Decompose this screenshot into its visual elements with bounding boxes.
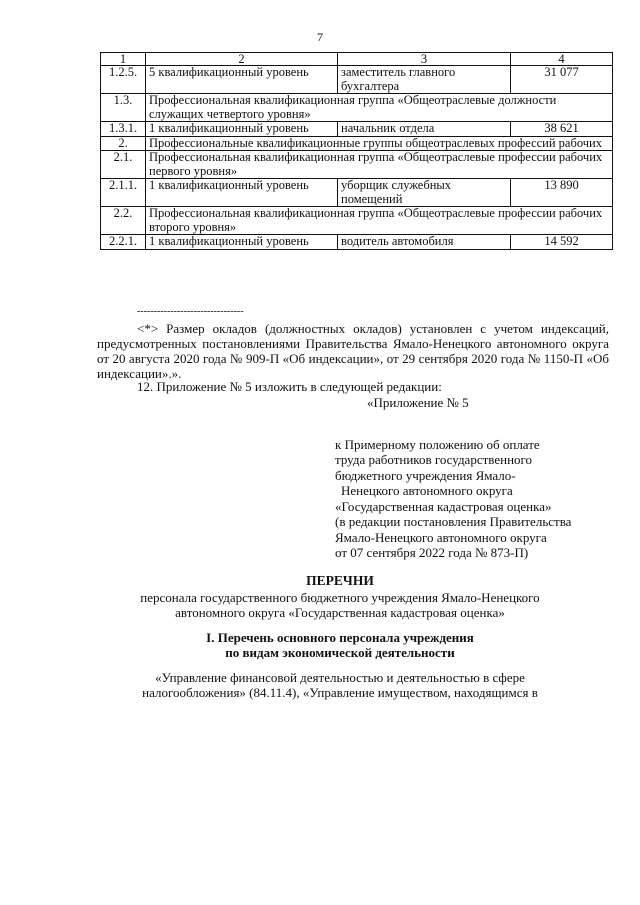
group-title: Профессиональная квалификационная группа «Общеотраслевые должности служащих четвертого уровня» xyxy=(146,94,613,122)
row-code: 2.1.1. xyxy=(101,179,146,207)
table-header-cell: 4 xyxy=(511,53,613,66)
row-level: 1 квалификационный уровень xyxy=(146,179,338,207)
footnote-separator xyxy=(137,307,287,317)
list-subtitle-line-2: автономного округа «Государственная кадастровая оценка» xyxy=(175,605,505,620)
row-level: 1 квалификационный уровень xyxy=(146,235,338,250)
group-title: Профессиональная квалификационная группа «Общеотраслевые профессии рабочих второго уровня» xyxy=(146,207,613,235)
row-code: 2.2. xyxy=(101,207,146,235)
row-position: водитель автомобиля xyxy=(338,235,511,250)
row-salary: 31 077 xyxy=(511,66,613,94)
table-group-row xyxy=(101,207,613,235)
table-group-row xyxy=(101,151,613,179)
row-code: 2.1. xyxy=(101,151,146,179)
body-line-2: налогообложения» (84.11.4), «Управление имуществом, находящимся в xyxy=(142,685,538,700)
row-salary: 13 890 xyxy=(511,179,613,207)
table-row xyxy=(101,235,613,250)
row-position: заместитель главного бухгалтера xyxy=(338,66,511,94)
group-title: Профессиональная квалификационная группа «Общеотраслевые профессии рабочих первого уровня» xyxy=(146,151,613,179)
table-group-row xyxy=(101,136,613,151)
salary-table xyxy=(100,52,613,250)
appendix-line: бюджетного учреждения Ямало- xyxy=(335,467,516,483)
group-title: Профессиональные квалификационные группы общеотраслевых профессий рабочих xyxy=(146,136,613,151)
row-position: начальник отдела xyxy=(338,122,511,137)
appendix-line: (в редакции постановления Правительства xyxy=(335,514,572,529)
table-row xyxy=(101,66,613,94)
table-row xyxy=(101,122,613,137)
footnote-separator-text: -------------------------------- xyxy=(137,307,244,317)
row-code: 1.3. xyxy=(101,94,146,122)
appendix-line: Ямало-Ненецкого автономного округа xyxy=(335,529,547,545)
table-header-cell: 1 xyxy=(101,53,146,66)
appendix-line: к Примерному положению об оплате xyxy=(335,436,540,452)
list-title: ПЕРЕЧНИ xyxy=(306,573,374,588)
appendix-line: от 07 сентября 2022 года № 873-П) xyxy=(335,545,529,560)
appendix-title: «Приложение № 5 xyxy=(367,395,469,410)
body-line-1: «Управление финансовой деятельностью и деятельностью в сфере xyxy=(155,670,525,685)
appendix-header xyxy=(335,395,625,561)
appendix-line: «Государственная кадастровая оценка» xyxy=(335,498,552,514)
row-position: уборщик служебных помещений xyxy=(338,179,511,207)
section-title-line-1: I. Перечень основного персонала учреждения xyxy=(206,630,474,645)
page-number: 7 xyxy=(317,30,323,44)
row-salary: 14 592 xyxy=(511,235,613,250)
appendix-line: Ненецкого автономного округа xyxy=(341,483,513,498)
row-code: 1.2.5. xyxy=(101,66,146,94)
row-code: 1.3.1. xyxy=(101,122,146,137)
list-subtitle-line-1: персонала государственного бюджетного учреждения Ямало-Ненецкого xyxy=(140,590,540,605)
table-header-row xyxy=(101,53,613,66)
footnote-text: <*> Размер окладов (должностных окладов) установлен с учетом индексаций, предусмотренных постановлениями Правительства Ямало-Ненецкого автономного округа от 20 августа 2020 года № 909-П «Об индексации», от 29 сентября 2020 года № 1150-П «Об индексации».». xyxy=(97,321,609,381)
appendix-line: труда работников государственного xyxy=(335,452,533,467)
row-level: 5 квалификационный уровень xyxy=(146,66,338,94)
row-salary: 38 621 xyxy=(511,122,613,137)
row-code: 2.2.1. xyxy=(101,235,146,250)
amendment-item-12: 12. Приложение № 5 изложить в следующей редакции: xyxy=(137,379,442,394)
table-row xyxy=(101,179,613,207)
table-header-cell: 3 xyxy=(338,53,511,66)
section-title-line-2: по видам экономической деятельности xyxy=(225,645,455,660)
table-group-row xyxy=(101,94,613,122)
row-code: 2. xyxy=(101,136,146,151)
row-level: 1 квалификационный уровень xyxy=(146,122,338,137)
table-header-cell: 2 xyxy=(146,53,338,66)
